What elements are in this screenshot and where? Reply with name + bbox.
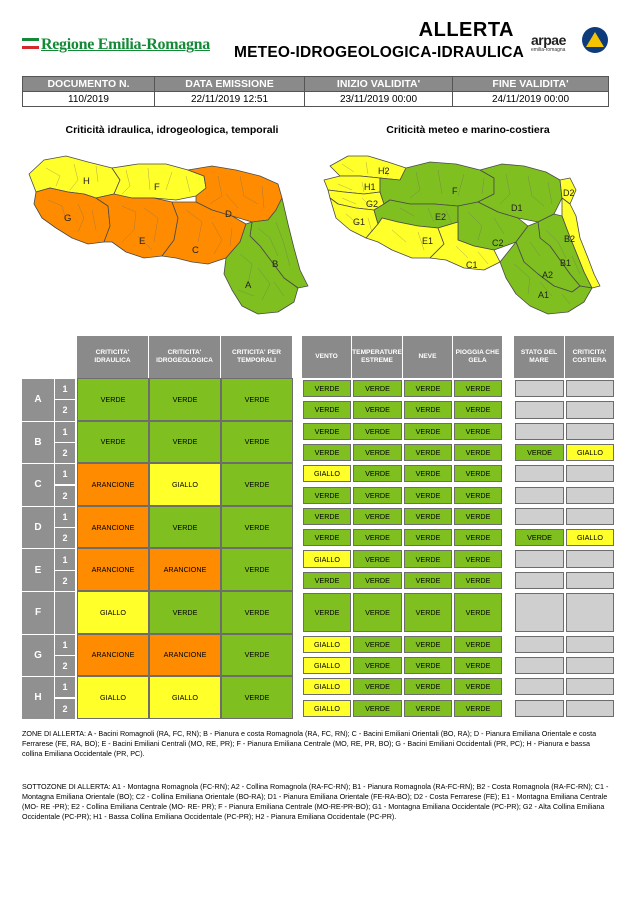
column-header: CRITICITA' PER TEMPORALI — [221, 336, 293, 378]
cell-meteo: GIALLO — [303, 550, 351, 567]
cell-idraulica: ARANCIONE — [77, 634, 149, 677]
cell-meteo: VERDE — [353, 487, 402, 504]
regione-logo — [22, 34, 210, 56]
map-label-F: F — [452, 186, 458, 196]
cell-meteo: VERDE — [353, 380, 402, 397]
cell-mare — [566, 550, 614, 567]
cell-meteo: VERDE — [404, 529, 452, 546]
column-header: PIOGGIA CHE GELA — [453, 336, 503, 378]
cell-meteo: VERDE — [353, 657, 402, 674]
cell-temporali: VERDE — [221, 463, 293, 506]
cell-idraulica: VERDE — [77, 421, 149, 464]
cell-mare — [515, 508, 564, 525]
map-label-C: C — [192, 245, 199, 256]
regione-logo-text: Regione Emilia-Romagna — [41, 36, 210, 53]
cell-mare — [515, 593, 564, 632]
cell-meteo: GIALLO — [303, 465, 351, 482]
map-label-B2: B2 — [564, 234, 576, 244]
cell-mare — [515, 550, 564, 567]
cell-meteo: VERDE — [404, 678, 452, 695]
page-subtitle: METEO-IDROGEOLOGICA-IDRAULICA — [234, 44, 524, 61]
cell-meteo: VERDE — [353, 508, 402, 525]
cell-meteo: GIALLO — [303, 657, 351, 674]
column-header: VENTO — [302, 336, 352, 378]
protezione-civile-logo-icon — [582, 27, 608, 53]
right-map-title: Criticità meteo e marino-costiera — [386, 124, 550, 136]
doc-number: 110/2019 — [23, 92, 155, 107]
map-label-E: E — [139, 236, 146, 247]
cell-meteo: VERDE — [353, 678, 402, 695]
cell-meteo: VERDE — [303, 380, 351, 397]
cell-meteo: VERDE — [353, 572, 402, 589]
cell-meteo: VERDE — [454, 508, 502, 525]
doc-header-number: DOCUMENTO N. — [23, 77, 155, 92]
subzone-label: 1 — [54, 634, 75, 655]
cell-temporali: VERDE — [221, 378, 293, 421]
cell-idrogeologica: ARANCIONE — [149, 548, 221, 591]
column-header: TEMPERATURE ESTREME — [352, 336, 403, 378]
cell-meteo: VERDE — [454, 678, 502, 695]
document-info-value-row — [23, 92, 609, 107]
column-header: NEVE — [403, 336, 453, 378]
cell-meteo: VERDE — [454, 487, 502, 504]
meteo-map — [318, 146, 614, 322]
cell-mare — [566, 572, 614, 589]
cell-meteo: VERDE — [454, 465, 502, 482]
cell-meteo: VERDE — [404, 465, 452, 482]
cell-meteo: VERDE — [303, 572, 351, 589]
cell-mare — [566, 508, 614, 525]
cell-meteo: VERDE — [353, 423, 402, 440]
cell-mare — [515, 657, 564, 674]
zone-label: G — [22, 634, 54, 677]
column-header: CRITICITA' IDROGEOLOGICA — [149, 336, 221, 378]
subzone-label: 2 — [54, 655, 75, 676]
cell-idrogeologica: VERDE — [149, 591, 221, 634]
cell-mare — [566, 636, 614, 653]
cell-meteo: VERDE — [404, 636, 452, 653]
subzone-label: 2 — [54, 442, 75, 463]
zone-label: A — [22, 378, 54, 421]
cell-mare: VERDE — [515, 529, 564, 546]
cell-mare — [566, 657, 614, 674]
map-label-G1: G1 — [353, 217, 366, 227]
map-label-D1: D1 — [511, 203, 523, 213]
cell-meteo: VERDE — [353, 593, 402, 632]
doc-header-end: FINE VALIDITA' — [453, 77, 609, 92]
cell-meteo: VERDE — [303, 508, 351, 525]
cell-meteo: VERDE — [353, 700, 402, 717]
document-info-table — [22, 76, 609, 107]
map-label-H: H — [83, 176, 90, 187]
subzone-label: 2 — [54, 527, 75, 548]
cell-meteo: VERDE — [353, 401, 402, 418]
cell-meteo: VERDE — [303, 529, 351, 546]
cell-meteo: VERDE — [454, 572, 502, 589]
cell-meteo: VERDE — [404, 380, 452, 397]
cell-mare — [566, 678, 614, 695]
cell-meteo: VERDE — [303, 401, 351, 418]
cell-mare — [515, 401, 564, 418]
zone-label: F — [22, 591, 54, 634]
map-label-G: G — [64, 213, 72, 224]
cell-mare — [566, 401, 614, 418]
cell-idrogeologica: VERDE — [149, 378, 221, 421]
cell-temporali: VERDE — [221, 676, 293, 719]
cell-mare: GIALLO — [566, 444, 614, 461]
cell-temporali: VERDE — [221, 421, 293, 464]
cell-idrogeologica: ARANCIONE — [149, 634, 221, 677]
cell-temporali: VERDE — [221, 548, 293, 591]
cell-meteo: VERDE — [404, 572, 452, 589]
cell-meteo: VERDE — [454, 401, 502, 418]
zone-label: E — [22, 548, 54, 591]
cell-mare: GIALLO — [566, 529, 614, 546]
cell-idraulica: GIALLO — [77, 676, 149, 719]
cell-temporali: VERDE — [221, 634, 293, 677]
cell-meteo: VERDE — [303, 593, 351, 632]
subzone-label: 1 — [54, 548, 75, 569]
doc-end-date: 24/11/2019 00:00 — [453, 92, 609, 107]
regione-flag-icon — [22, 38, 39, 52]
cell-temporali: VERDE — [221, 506, 293, 549]
map-label-D2: D2 — [563, 188, 575, 198]
map-label-B1: B1 — [560, 258, 572, 268]
cell-meteo: VERDE — [353, 444, 402, 461]
subzone-label: 1 — [54, 506, 75, 527]
map-label-F: F — [154, 182, 160, 193]
zones-legend-text: ZONE DI ALLERTA: A - Bacini Romagnoli (RA, FC, RN); B - Pianura e costa Romagnola (RA, FC, RN); C - Bacini Emiliani Orientali (BO, RA); D - Pianura Emiliana Orientale e costa Ferrarese (FE, RA, BO); E - Bacini Emiliani Centrali (MO, RE, PR); F - Pianura Emiliana Centrale (MO, RE, PR, BO); G - Bacini Emiliani Occidentali (PR, PC); H - Pianura e bassa collina Emiliana Occidentale (PR, PC). — [22, 729, 597, 758]
cell-meteo: VERDE — [454, 657, 502, 674]
cell-mare — [515, 465, 564, 482]
cell-mare — [515, 572, 564, 589]
cell-meteo: VERDE — [454, 380, 502, 397]
cell-mare — [515, 700, 564, 717]
cell-idrogeologica: VERDE — [149, 506, 221, 549]
cell-meteo: VERDE — [404, 657, 452, 674]
arpae-logo — [531, 33, 577, 53]
cell-mare — [515, 423, 564, 440]
cell-meteo: VERDE — [454, 593, 502, 632]
cell-meteo: VERDE — [404, 423, 452, 440]
cell-meteo: GIALLO — [303, 636, 351, 653]
doc-header-emission: DATA EMISSIONE — [155, 77, 305, 92]
map-label-A2: A2 — [542, 270, 554, 280]
column-header: STATO DEL MARE — [514, 336, 565, 378]
cell-meteo: VERDE — [404, 444, 452, 461]
arpae-logo-sub: emilia-romagna — [531, 47, 566, 53]
subzones-legend-text: SOTTOZONE DI ALLERTA: A1 - Montagna Romagnola (FC-RN); A2 - Collina Romagnola (RA-FC-RN); B1 - Pianura Romagnola (RA-FC-RN); B2 - Costa Romagnola (RA-FC-RN); C1 - Montagna Emiliana Orientale (BO); C2 - Collina Emiliana Orientale (BO-RA); D1 - Pianura Emiliana Orientale (FE-RA-BO); D2 - Costa Ferrarese (FE); E1 - Montagna Emiliana Centrale (MO- RE -PR); E2 - Collina Emiliana Centrale (MO- RE- PR); F - Pianura Emiliana Centrale (MO-RE-PR-BO); G1 - Montagna Emiliana Occidentale (PC-PR); G2 - Alta Collina Emiliana Occidentale (PC-PR); H1 - Bassa Collina Emiliana Occidentale (PC-PR); H2 - Pianura Emiliana Occidentale (PC-PR). — [22, 782, 609, 821]
cell-meteo: VERDE — [404, 700, 452, 717]
cell-idraulica: ARANCIONE — [77, 463, 149, 506]
cell-mare — [566, 423, 614, 440]
cell-idraulica: GIALLO — [77, 591, 149, 634]
map-label-A1: A1 — [538, 290, 550, 300]
cell-mare — [566, 487, 614, 504]
cell-meteo: VERDE — [404, 487, 452, 504]
doc-start-date: 23/11/2019 00:00 — [305, 92, 453, 107]
subzone-label: 2 — [54, 570, 75, 591]
zone-label: D — [22, 506, 54, 549]
left-map-title: Criticità idraulica, idrogeologica, temporali — [65, 124, 279, 136]
map-label-H1: H1 — [364, 182, 376, 192]
cell-meteo: VERDE — [353, 529, 402, 546]
cell-temporali: VERDE — [221, 591, 293, 634]
subzone-label: 1 — [54, 463, 75, 484]
column-header: CRITICITA' COSTIERA — [565, 336, 615, 378]
cell-meteo: VERDE — [454, 700, 502, 717]
cell-meteo: VERDE — [353, 636, 402, 653]
column-header: CRITICITA' IDRAULICA — [77, 336, 149, 378]
subzone-label: 1 — [54, 676, 75, 697]
map-label-B: B — [272, 259, 279, 270]
cell-meteo: VERDE — [353, 550, 402, 567]
cell-meteo: VERDE — [303, 423, 351, 440]
cell-mare — [515, 380, 564, 397]
subzone-label: 2 — [54, 485, 75, 506]
map-label-A: A — [245, 280, 252, 291]
hydro-map — [26, 146, 322, 322]
map-label-C2: C2 — [492, 238, 504, 248]
map-label-E1: E1 — [422, 236, 434, 246]
page-title: ALLERTA — [418, 19, 514, 41]
cell-meteo: GIALLO — [303, 700, 351, 717]
zone-label: H — [22, 676, 54, 719]
cell-idrogeologica: VERDE — [149, 421, 221, 464]
cell-mare — [566, 380, 614, 397]
cell-meteo: VERDE — [454, 423, 502, 440]
subzone-label: 1 — [54, 421, 75, 442]
document-info-header-row — [23, 77, 609, 92]
subzone-label — [54, 591, 75, 634]
subzone-label: 1 — [54, 378, 75, 399]
map-label-E2: E2 — [435, 212, 447, 222]
cell-idrogeologica: GIALLO — [149, 676, 221, 719]
cell-mare — [566, 593, 614, 632]
cell-meteo: VERDE — [303, 487, 351, 504]
cell-mare — [566, 465, 614, 482]
cell-meteo: VERDE — [454, 636, 502, 653]
cell-idraulica: VERDE — [77, 378, 149, 421]
cell-idraulica: ARANCIONE — [77, 506, 149, 549]
cell-mare: VERDE — [515, 444, 564, 461]
map-label-G2: G2 — [366, 199, 379, 209]
cell-mare — [566, 700, 614, 717]
cell-meteo: VERDE — [404, 593, 452, 632]
cell-mare — [515, 678, 564, 695]
cell-idraulica: ARANCIONE — [77, 548, 149, 591]
cell-meteo: VERDE — [404, 550, 452, 567]
cell-meteo: VERDE — [404, 508, 452, 525]
cell-meteo: VERDE — [454, 444, 502, 461]
arpae-logo-text: arpae — [531, 32, 566, 48]
map-label-D: D — [225, 209, 232, 220]
cell-meteo: VERDE — [454, 550, 502, 567]
cell-meteo: VERDE — [353, 465, 402, 482]
cell-meteo: VERDE — [303, 444, 351, 461]
cell-meteo: VERDE — [454, 529, 502, 546]
zone-label: C — [22, 463, 54, 506]
cell-idrogeologica: GIALLO — [149, 463, 221, 506]
map-label-C1: C1 — [466, 260, 478, 270]
subzone-label: 2 — [54, 698, 75, 719]
doc-emission-date: 22/11/2019 12:51 — [155, 92, 305, 107]
cell-meteo: VERDE — [404, 401, 452, 418]
subzone-label: 2 — [54, 399, 75, 420]
cell-meteo: GIALLO — [303, 678, 351, 695]
doc-header-start: INIZIO VALIDITA' — [305, 77, 453, 92]
cell-mare — [515, 636, 564, 653]
map-label-H2: H2 — [378, 166, 390, 176]
zone-label: B — [22, 421, 54, 464]
cell-mare — [515, 487, 564, 504]
